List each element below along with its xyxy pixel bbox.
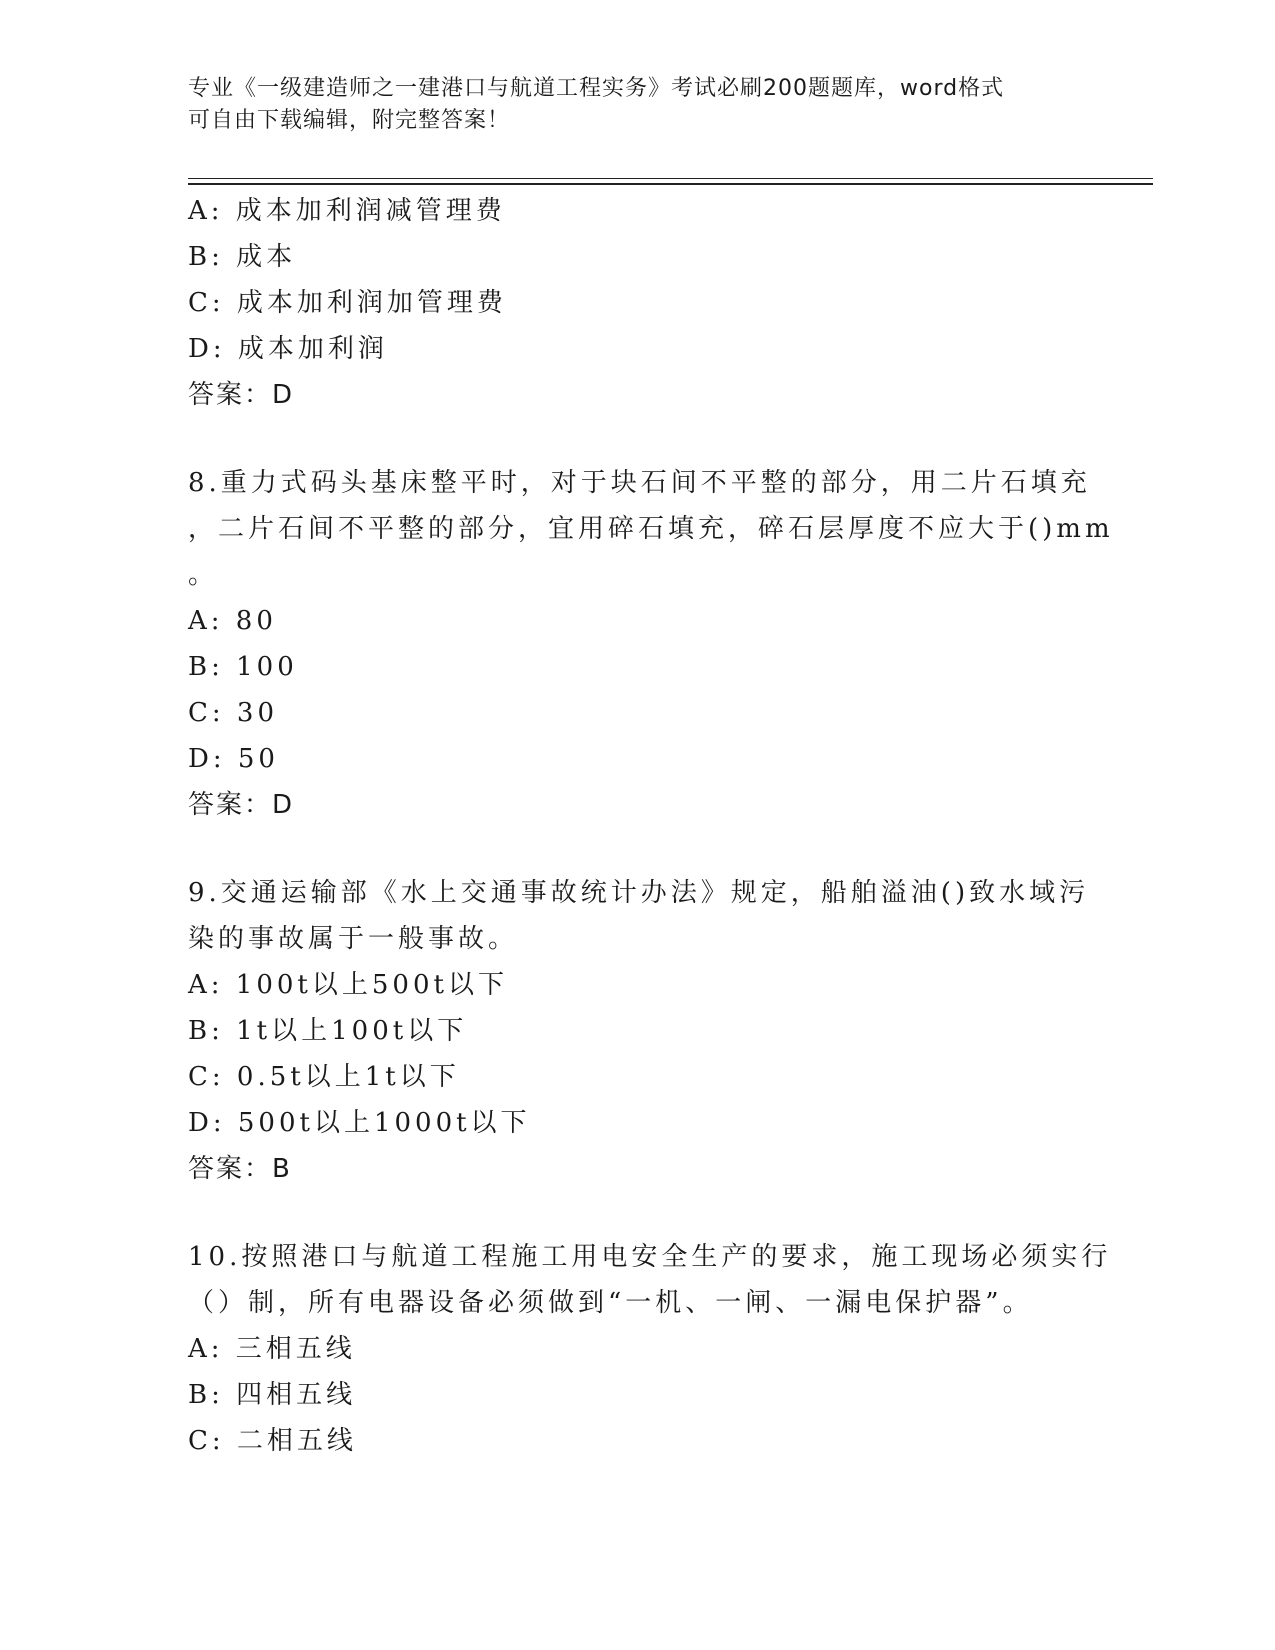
answer-line: 答案：D <box>188 380 295 410</box>
option-a: A: 100t以上500t以下 <box>188 970 508 1000</box>
spacer <box>188 1192 1088 1234</box>
option-c: C: 30 <box>188 698 279 728</box>
question-line: 10.按照港口与航道工程施工用电安全生产的要求，施工现场必须实行 <box>188 1242 1112 1272</box>
question-line: 。 <box>188 560 219 590</box>
question-line: ，二片石间不平整的部分，宜用碎石填充，碎石层厚度不应大于()mm <box>188 514 1114 544</box>
header-line-1: 专业《一级建造师之一建港口与航道工程实务》考试必刷200题题库，word格式 <box>188 76 1005 101</box>
question-line: 8.重力式码头基床整平时，对于块石间不平整的部分，用二片石填充 <box>188 468 1091 498</box>
header-line-2: 可自由下载编辑，附完整答案！ <box>188 108 511 133</box>
answer-line: 答案：B <box>188 1154 292 1184</box>
option-c: C: 0.5t以上1t以下 <box>188 1062 460 1092</box>
question-line: 染的事故属于一般事故。 <box>188 924 519 954</box>
option-c: C: 二相五线 <box>188 1426 357 1456</box>
option-b: B: 100 <box>188 652 298 682</box>
question-text <box>188 1234 1112 1326</box>
question-block-10 <box>188 1234 1112 1464</box>
question-block-9 <box>188 870 1088 1192</box>
header-rule-thin <box>188 178 1153 179</box>
option-d: D: 50 <box>188 744 279 774</box>
option-d: D: 成本加利润 <box>188 334 388 364</box>
spacer <box>188 828 1088 870</box>
option-a: A: 三相五线 <box>188 1334 356 1364</box>
document-body <box>188 188 1114 1464</box>
option-b: B: 1t以上100t以下 <box>188 1016 468 1046</box>
answer-line: 答案：D <box>188 790 295 820</box>
option-c: C: 成本加利润加管理费 <box>188 288 507 318</box>
option-a: A: 成本加利润减管理费 <box>188 196 506 226</box>
question-text <box>188 460 1114 598</box>
document-header <box>188 73 1088 137</box>
spacer <box>188 418 1088 460</box>
question-text <box>188 870 1090 962</box>
question-line: （）制，所有电器设备必须做到“一机、一闸、一漏电保护器”。 <box>188 1288 1033 1318</box>
option-d: D: 500t以上1000t以下 <box>188 1108 531 1138</box>
question-block-7 <box>188 188 1088 418</box>
question-line: 9.交通运输部《水上交通事故统计办法》规定，船舶溢油()致水域污 <box>188 878 1090 908</box>
option-b: B: 四相五线 <box>188 1380 357 1410</box>
option-b: B: 成本 <box>188 242 297 272</box>
question-block-8 <box>188 460 1114 828</box>
option-a: A: 80 <box>188 606 277 636</box>
header-rule-thick <box>188 183 1153 185</box>
